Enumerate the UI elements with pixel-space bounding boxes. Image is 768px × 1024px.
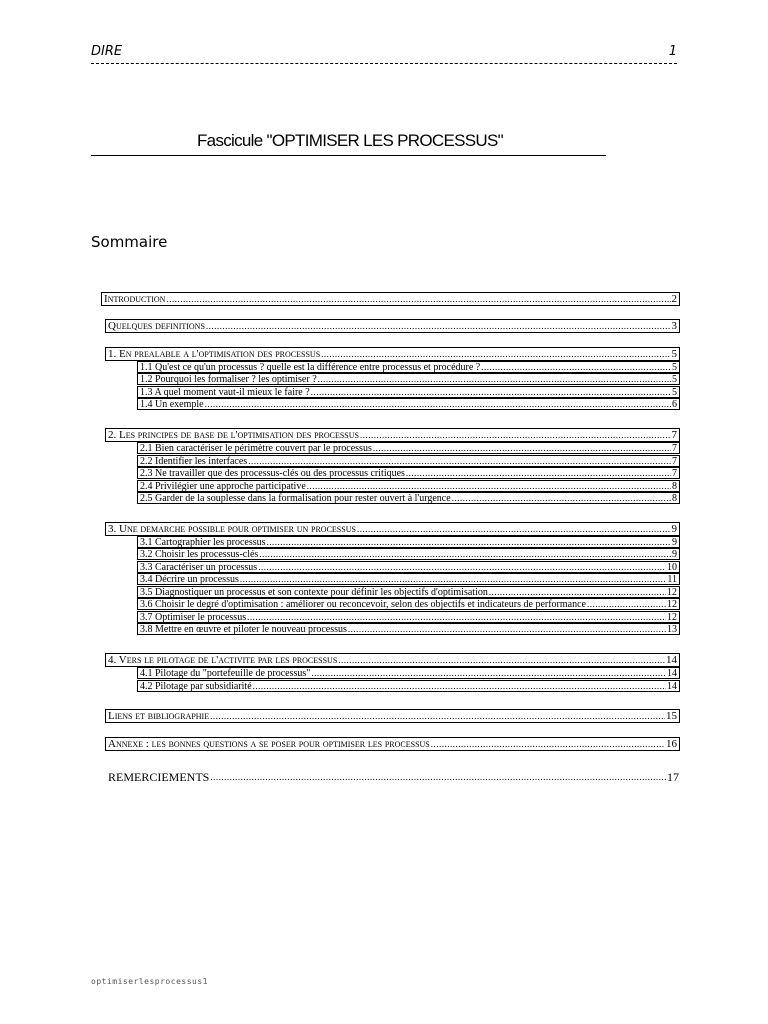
toc-entry-page: 7 — [672, 455, 677, 467]
toc-entry[interactable] — [137, 586, 680, 598]
toc-entry-label: 2.3 Ne travailler que des processus-clés ou des processus critiques — [140, 467, 405, 479]
toc-entry-page: 12 — [667, 598, 677, 610]
toc-entry[interactable] — [108, 767, 679, 783]
toc-entry-label: Liens et bibliographie — [108, 709, 210, 722]
toc-entry[interactable] — [137, 361, 680, 373]
toc-leader-dots — [210, 772, 666, 783]
toc-entry-label: 3.6 Choisir le degré d'optimisation : améliorer ou reconcevoir, selon des objectifs et indicateurs de performance — [140, 598, 586, 610]
toc-leader-dots — [253, 681, 666, 692]
toc-entry-label: 3.4 Décrire un processus — [140, 573, 239, 585]
toc-entry[interactable] — [137, 386, 680, 398]
toc-leader-dots — [166, 294, 670, 305]
toc-entry[interactable] — [137, 561, 680, 573]
toc-entry-page: 14 — [667, 680, 677, 692]
toc-entry-label: 3.3 Caractériser un processus — [140, 561, 258, 573]
toc-entry-page: 12 — [667, 586, 677, 598]
toc-entry[interactable] — [137, 680, 680, 692]
toc-entry-page: 9 — [671, 522, 677, 535]
toc-entry-label: 2.5 Garder de la souplesse dans la formalisation pour rester ouvert à l'urgence — [140, 492, 451, 504]
toc-leader-dots — [267, 537, 671, 548]
toc-entry-page: 16 — [666, 737, 677, 750]
toc-entry-label: Quelques definitions — [108, 319, 205, 332]
toc-entry-label: 2.1 Bien caractériser le périmètre couvert par le processus — [140, 442, 372, 454]
toc-entry-label: 3.8 Mettre en œuvre et piloter le nouveau processus — [140, 623, 347, 635]
toc-entry-page: 2 — [671, 292, 677, 305]
toc-entry[interactable] — [137, 611, 680, 623]
document-title: Fascicule "OPTIMISER LES PROCESSUS" — [197, 131, 503, 150]
toc-leader-dots — [240, 574, 667, 585]
toc-entry-page: 3 — [671, 319, 677, 332]
toc-entry-page: 8 — [672, 492, 677, 504]
toc-entry-page: 7 — [672, 442, 677, 454]
footer-filename: optimiserlesprocessus1 — [91, 977, 208, 986]
toc-leader-dots — [205, 399, 671, 410]
toc-entry[interactable] — [137, 536, 680, 548]
toc-leader-dots — [210, 711, 665, 722]
toc-leader-dots — [258, 562, 666, 573]
toc-entry-page: 15 — [666, 709, 677, 722]
toc-entry-label: 3.7 Optimiser le processus — [140, 611, 247, 623]
toc-entry-label: REMERCIEMENTS — [108, 770, 210, 783]
toc-entry-label: 1. En prealable a l'optimisation des processus — [108, 347, 321, 360]
toc-leader-dots — [373, 443, 671, 454]
toc-entry-label: 3.5 Diagnostiquer un processus et son contexte pour définir les objectifs d'optimisation — [140, 586, 488, 598]
toc-leader-dots — [406, 468, 671, 479]
toc-leader-dots — [311, 387, 671, 398]
toc-leader-dots — [348, 624, 666, 635]
header-page-number: 1 — [668, 44, 677, 59]
toc-entry[interactable] — [137, 467, 680, 479]
toc-entry-page: 9 — [672, 548, 677, 560]
toc-entry-label: 4. Vers le pilotage de l'activite par les processus — [108, 653, 338, 666]
toc-entry[interactable] — [137, 623, 680, 635]
toc-entry-page: 12 — [667, 611, 677, 623]
toc-leader-dots — [431, 739, 665, 750]
toc-entry-label: 4.2 Pilotage par subsidiarité — [140, 680, 252, 692]
toc-entry-label: Introduction — [104, 292, 166, 305]
toc-entry[interactable] — [137, 373, 680, 385]
toc-entry[interactable] — [105, 653, 680, 667]
toc-entry-label: 2. Les principes de base de l'optimisation des processus — [108, 428, 359, 441]
toc-entry[interactable] — [137, 598, 680, 610]
toc-entry-label: 3.2 Choisir les processus-clés — [140, 548, 259, 560]
toc-entry[interactable] — [105, 347, 680, 361]
toc-entry-page: 5 — [672, 373, 677, 385]
header-org: DIRE — [91, 44, 123, 59]
toc-entry-label: 3. Une demarche possible pour optimiser un processus — [108, 522, 356, 535]
toc-entry-page: 10 — [667, 561, 677, 573]
toc-entry[interactable] — [137, 455, 680, 467]
page-header — [91, 44, 677, 64]
toc-leader-dots — [338, 655, 665, 666]
toc-leader-dots — [259, 549, 671, 560]
toc-entry[interactable] — [137, 667, 680, 679]
toc-entry[interactable] — [137, 573, 680, 585]
toc-entry-label: 3.1 Cartographier les processus — [140, 536, 266, 548]
document-title-block — [91, 131, 606, 156]
toc-leader-dots — [307, 481, 671, 492]
toc-entry[interactable] — [105, 737, 680, 751]
toc-entry[interactable] — [105, 428, 680, 442]
toc-entry[interactable] — [137, 492, 680, 504]
toc-leader-dots — [248, 456, 671, 467]
toc-entry-label: 1.4 Un exemple — [140, 398, 204, 410]
toc-leader-dots — [311, 668, 666, 679]
toc-entry-page: 5 — [672, 361, 677, 373]
toc-entry-label: 1.2 Pourquoi les formaliser ? les optimiser ? — [140, 373, 317, 385]
toc-entry[interactable] — [105, 522, 680, 536]
toc-entry-label: Annexe : les bonnes questions a se poser pour optimiser les processus — [108, 737, 430, 750]
toc-entry-page: 7 — [671, 428, 677, 441]
toc-entry[interactable] — [105, 319, 680, 333]
toc-entry[interactable] — [137, 480, 680, 492]
toc-leader-dots — [489, 587, 666, 598]
toc-entry-label: 4.1 Pilotage du "portefeuille de processus" — [140, 667, 311, 679]
toc-entry-label: 1.1 Qu'est ce qu'un processus ? quelle est la différence entre processus et procédure ? — [140, 361, 481, 373]
toc-entry-page: 13 — [667, 623, 677, 635]
toc-entry-label: 2.2 Identifier les interfaces — [140, 455, 248, 467]
toc-leader-dots — [360, 430, 671, 441]
toc-entry-page: 11 — [667, 573, 677, 585]
toc-entry-page: 7 — [672, 467, 677, 479]
toc-entry[interactable] — [137, 548, 680, 560]
toc-entry[interactable] — [101, 292, 680, 306]
toc-entry-page: 5 — [671, 347, 677, 360]
toc-entry[interactable] — [137, 442, 680, 454]
toc-entry-label: 1.3 A quel moment vaut-il mieux le faire ? — [140, 386, 310, 398]
toc-entry-page: 17 — [667, 770, 679, 783]
toc-leader-dots — [321, 349, 670, 360]
toc-leader-dots — [247, 612, 666, 623]
sommaire-heading: Sommaire — [91, 233, 168, 251]
toc-leader-dots — [357, 524, 671, 535]
toc-entry-page: 14 — [667, 667, 677, 679]
toc-entry-page: 5 — [672, 386, 677, 398]
toc-leader-dots — [452, 493, 671, 504]
toc-entry[interactable] — [137, 398, 680, 410]
toc-entry-label: 2.4 Privilégier une approche participative — [140, 480, 306, 492]
toc-leader-dots — [206, 321, 671, 332]
toc-entry-page: 9 — [672, 536, 677, 548]
toc-entry[interactable] — [105, 709, 680, 723]
toc-leader-dots — [318, 374, 671, 385]
toc-entry-page: 6 — [672, 398, 677, 410]
toc-leader-dots — [587, 599, 666, 610]
toc-leader-dots — [481, 362, 671, 373]
toc-entry-page: 8 — [672, 480, 677, 492]
toc-entry-page: 14 — [666, 653, 677, 666]
